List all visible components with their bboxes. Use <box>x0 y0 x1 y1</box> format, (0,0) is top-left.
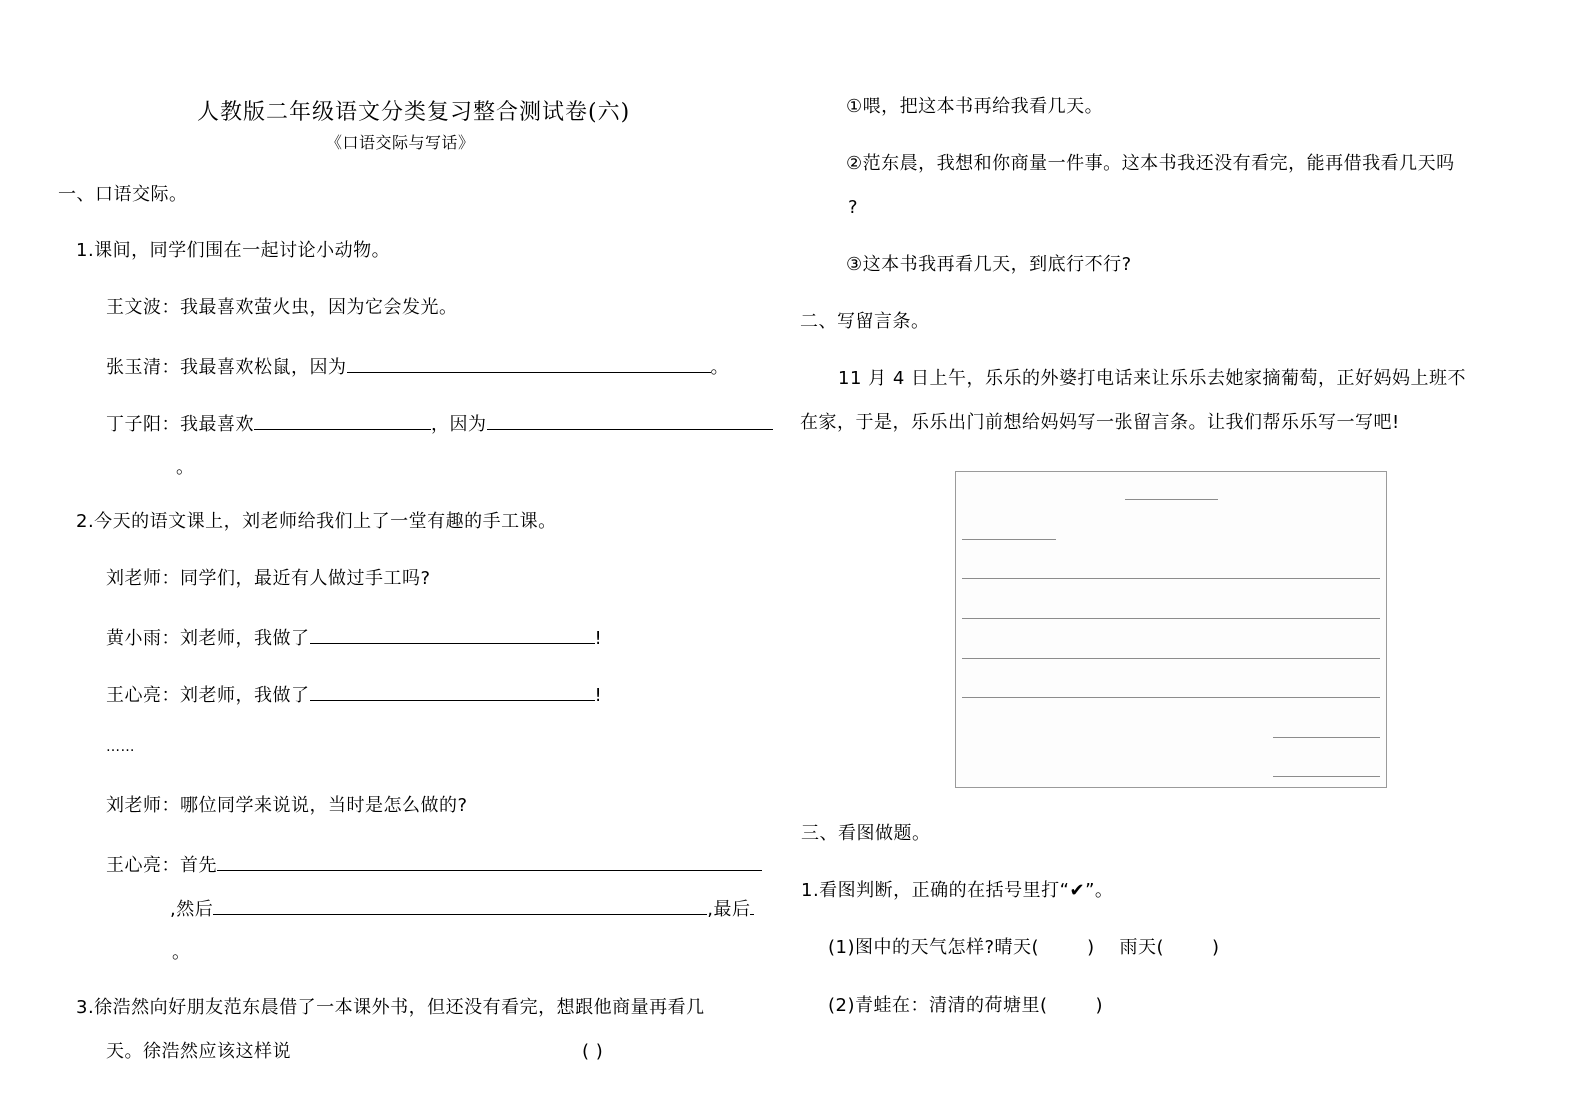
section3-item2 <box>828 995 1103 1017</box>
section3-q1-prompt: 1.看图判断，正确的在括号里打“✔”。 <box>801 880 1114 901</box>
q3-option-3: ③这本书我再看几天，到底行不行? <box>846 254 1132 275</box>
answer-blank[interactable] <box>487 411 773 430</box>
answer-blank[interactable] <box>254 411 431 430</box>
note-body-line-4[interactable] <box>962 697 1380 698</box>
exclamation: ! <box>594 628 603 649</box>
document-subtitle: 《口语交际与写话》 <box>326 133 475 152</box>
answer-blank[interactable] <box>213 896 707 915</box>
note-signature-line[interactable] <box>1273 737 1380 738</box>
q1-line3-end: 。 <box>176 457 195 478</box>
q2-line3 <box>106 682 602 707</box>
q2-line4: 刘老师：哪位同学来说说，当时是怎么做的? <box>106 795 468 816</box>
q1-line3-mid: ，因为 <box>431 414 487 435</box>
item1-end: ) <box>1212 937 1220 958</box>
answer-blank[interactable] <box>310 682 595 701</box>
q1-line3 <box>106 411 773 436</box>
document-title: 人教版二年级语文分类复习整合测试卷(六) <box>197 100 631 125</box>
q2-ellipsis: …… <box>106 739 135 755</box>
q1-line1: 王文波：我最喜欢萤火虫，因为它会发光。 <box>106 297 458 318</box>
section3-heading: 三、看图做题。 <box>801 823 931 844</box>
item1-mid: ) 雨天( <box>1087 937 1165 958</box>
note-body-line-3[interactable] <box>962 658 1380 659</box>
q2-line1: 刘老师：同学们，最近有人做过手工吗? <box>106 568 431 589</box>
q2-prompt: 2.今天的语文课上，刘老师给我们上了一堂有趣的手工课。 <box>76 511 557 532</box>
note-body-line-1[interactable] <box>962 578 1380 579</box>
item2-end: ) <box>1095 995 1104 1016</box>
q2-line3-prefix: 王心亮：刘老师，我做了 <box>106 685 310 706</box>
q3-option-1: ①喂，把这本书再给我看几天。 <box>846 96 1104 117</box>
q3-option-2-wrap: ? <box>848 197 859 218</box>
section1-heading: 一、口语交际。 <box>58 184 188 205</box>
answer-blank[interactable] <box>750 896 754 915</box>
section2-paragraph-line1: 11 月 4 日上午，乐乐的外婆打电话来让乐乐去她家摘葡萄，正好妈妈上班不 <box>838 368 1467 389</box>
note-title-line[interactable] <box>1125 499 1218 500</box>
q3-prompt-line1: 3.徐浩然向好朋友范东晨借了一本课外书，但还没有看完，想跟他商量再看几 <box>76 997 705 1018</box>
q2-line5 <box>106 852 762 877</box>
note-body-line-2[interactable] <box>962 618 1380 619</box>
answer-blank[interactable] <box>347 354 711 373</box>
answer-blank[interactable] <box>217 852 762 871</box>
q3-option-2: ②范东晨，我想和你商量一件事。这本书我还没有看完，能再借我看几天吗 <box>846 153 1455 174</box>
q2-line6-prefix: ,然后 <box>170 899 214 920</box>
exclamation: ! <box>594 685 603 706</box>
period: 。 <box>710 357 729 378</box>
section2-heading: 二、写留言条。 <box>800 311 930 332</box>
q1-line2-prefix: 张玉清：我最喜欢松鼠，因为 <box>106 357 347 378</box>
q2-line7-end: 。 <box>172 942 191 963</box>
note-recipient-line[interactable] <box>962 539 1056 540</box>
answer-blank[interactable] <box>310 625 595 644</box>
q3-prompt-line2: 天。徐浩然应该这样说 <box>106 1041 291 1062</box>
q2-line2-prefix: 黄小雨：刘老师，我做了 <box>106 628 310 649</box>
q2-line6 <box>170 896 754 921</box>
q3-answer-paren[interactable]: ( ) <box>582 1041 604 1062</box>
q2-line2 <box>106 625 602 650</box>
section3-item1 <box>828 937 1220 959</box>
note-date-line[interactable] <box>1273 776 1380 777</box>
message-note-box[interactable] <box>955 471 1387 788</box>
q2-line6-suffix: ,最后 <box>707 899 751 920</box>
q1-prompt: 1.课间，同学们围在一起讨论小动物。 <box>76 240 391 261</box>
item1-prefix: (1)图中的天气怎样?晴天( <box>828 937 1040 958</box>
q2-line5-prefix: 王心亮：首先 <box>106 855 217 876</box>
q1-line2 <box>106 354 729 379</box>
item2-prefix: (2)青蛙在：清清的荷塘里( <box>828 995 1048 1016</box>
section2-paragraph-line2: 在家，于是，乐乐出门前想给妈妈写一张留言条。让我们帮乐乐写一写吧! <box>800 412 1400 433</box>
q1-line3-prefix: 丁子阳：我最喜欢 <box>106 414 254 435</box>
